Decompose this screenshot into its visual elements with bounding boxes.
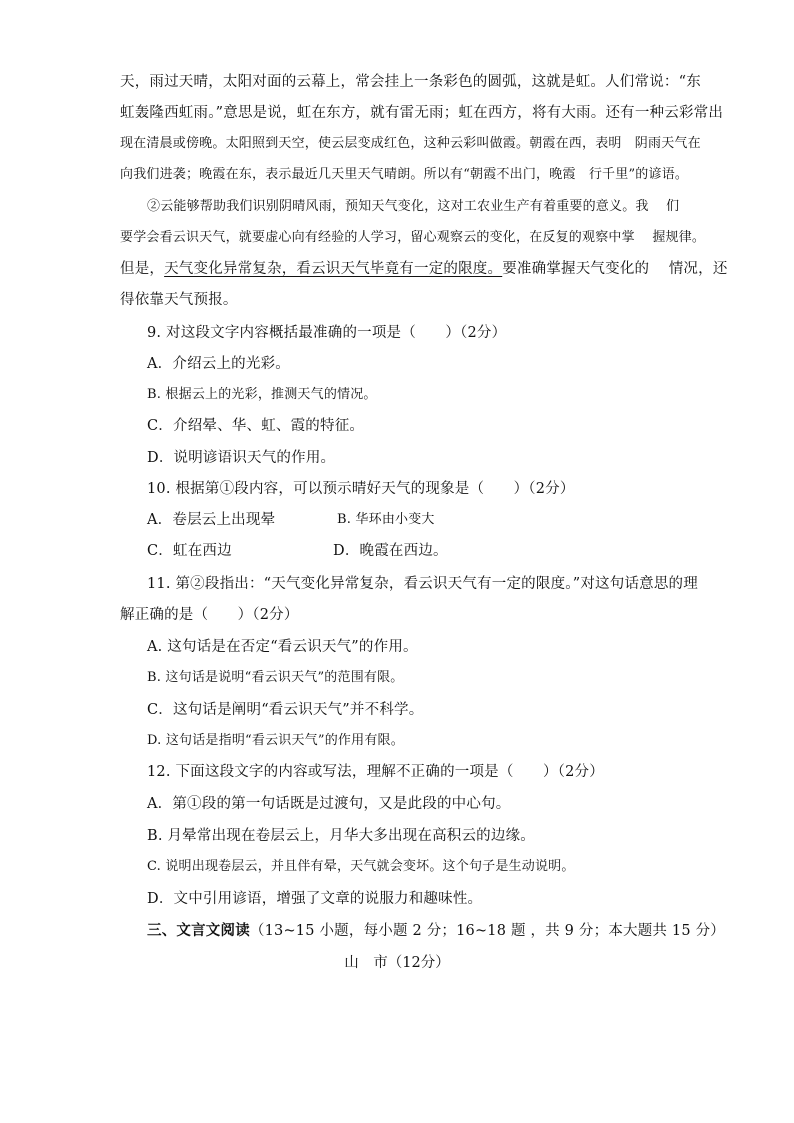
q10-option-b: B. 华环由小变大 [337, 512, 435, 527]
passage-p2-line-4: 得依靠天气预报。 [120, 292, 238, 308]
q12-option-b: B. 月晕常出现在卷层云上，月华大多出现在高积云的边缘。 [147, 828, 535, 844]
q10-option-d: D．晚霞在西边。 [333, 543, 448, 559]
q12-option-c: C. 说明出现卷层云，并且伴有晕，天气就会变坏。这个句子是生动说明。 [147, 859, 575, 874]
q11-stem-line-1: 11. 第②段指出：“天气变化异常复杂，看云识天气有一定的限度。”对这句话意思的理 [147, 576, 698, 592]
q11-option-b: B. 这句话是说明“看云识天气”的范围有限。 [147, 670, 404, 685]
q11-option-a: A. 这句话是在否定“看云识天气”的作用。 [147, 639, 418, 655]
q12-option-d: D．文中引用谚语，增强了文章的说服力和趣味性。 [147, 891, 483, 907]
passage-p1-line-2: 虹轰隆西虹雨。”意思是说，虹在东方，就有雷无雨；虹在西方，将有大雨。还有一种云彩常出 [120, 105, 724, 121]
section-3-heading: 三、文言文阅读 [147, 922, 250, 939]
q11-option-c: C．这句话是阐明“看云识天气”并不科学。 [147, 702, 424, 718]
q9-option-d: D．说明谚语识天气的作用。 [147, 450, 336, 466]
q10-option-a: A．卷层云上出现晕 [147, 512, 276, 528]
q9-option-c: C．介绍晕、华、虹、霞的特征。 [147, 418, 365, 434]
q10-stem: 10. 根据第①段内容，可以预示晴好天气的现象是（ ）（2分） [147, 481, 575, 497]
passage-p2-line-2: 要学会看云识天气，就要虚心向有经验的人学习，留心观察云的变化，在反复的观察中掌 握规律。 [120, 230, 706, 245]
q9-stem: 9. 对这段文字内容概括最准确的一项是（ ）（2分） [147, 325, 507, 341]
passage-p2-line-3-pre: 但是， [120, 261, 165, 277]
passage-p2-line-3 [120, 259, 728, 279]
q9-option-a: A．介绍云上的光彩。 [147, 356, 290, 372]
passage-p2-line-1: ②云能够帮助我们识别阴晴风雨，预知天气变化，这对工农业生产有着重要的意义。我 们 [147, 199, 680, 214]
q10-option-c: C．虹在西边 [147, 543, 232, 559]
underlined-sentence: 天气变化异常复杂，看云识天气毕竟有一定的限度。 [164, 261, 503, 277]
poem-title: 山 市（12分） [344, 955, 450, 971]
section-3-heading-line [147, 921, 725, 941]
q11-option-d: D. 这句话是指明“看云识天气”的作用有限。 [147, 733, 404, 748]
passage-p1-line-3: 现在清晨或傍晚。太阳照到天空，使云层变成红色，这种云彩叫做霞。朝霞在西，表明 阴雨天气在 [120, 136, 701, 151]
q12-stem: 12. 下面这段文字的内容或写法，理解不正确的一项是（ ）（2分） [147, 764, 604, 780]
passage-p1-line-1: 天，雨过天晴，太阳对面的云幕上，常会挂上一条彩色的圆弧，这就是虹。人们常说：“东 [120, 74, 701, 90]
q12-option-a: A．第①段的第一句话既是过渡句，又是此段的中心句。 [147, 796, 511, 812]
section-3-note: （13~15 小题，每小题 2 分；16~18 题 ，共 9 分；本大题共 15 分） [249, 923, 725, 939]
passage-p2-line-3-post: 要准确掌握天气变化的 情况，还 [502, 261, 728, 277]
q9-option-b: B. 根据云上的光彩，推测天气的情况。 [147, 387, 377, 402]
q11-stem-line-2: 解正确的是（ ）（2分） [120, 607, 299, 623]
passage-p1-line-4: 向我们进袭；晚霞在东，表示最近几天里天气晴朗。所以有“朝霞不出门，晚霞 行千里”的谚语。 [120, 167, 689, 182]
